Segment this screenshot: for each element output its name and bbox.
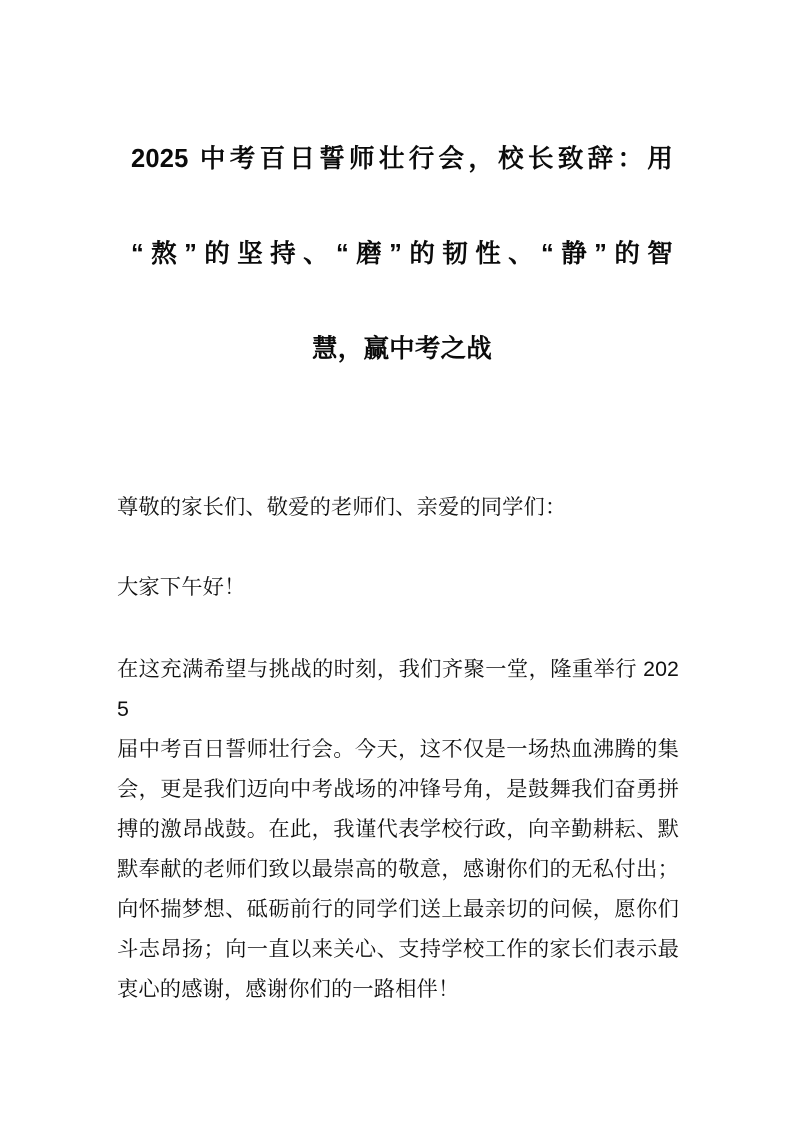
title-line-1: 2025 中考百日誓师壮行会，校长致辞：用 bbox=[131, 145, 673, 173]
title-line-3: 慧，赢中考之战 bbox=[312, 335, 492, 363]
greeting-paragraph: 大家下午好！ bbox=[117, 575, 246, 599]
body-line: 默奉献的老师们致以最崇高的敬意，感谢你们的无私付出； bbox=[117, 857, 679, 881]
body-line: 会，更是我们迈向中考战场的冲锋号角，是鼓舞我们奋勇拼 bbox=[117, 777, 679, 801]
document-body bbox=[117, 487, 679, 1009]
title-line-2: “熬”的坚持、“磨”的韧性、“静”的智 bbox=[131, 240, 673, 268]
body-line: 在这充满希望与挑战的时刻，我们齐聚一堂，隆重举行 2025 bbox=[117, 657, 679, 721]
body-line: 斗志昂扬；向一直以来关心、支持学校工作的家长们表示最 bbox=[117, 937, 679, 961]
document-content bbox=[117, 0, 679, 1009]
body-paragraph-1 bbox=[117, 649, 679, 1009]
body-line: 向怀揣梦想、砥砺前行的同学们送上最亲切的问候，愿你们 bbox=[117, 897, 679, 921]
body-line: 衷心的感谢，感谢你们的一路相伴！ bbox=[117, 977, 460, 1001]
page-title bbox=[131, 0, 673, 397]
body-line: 搏的激昂战鼓。在此，我谨代表学校行政，向辛勤耕耘、默 bbox=[117, 817, 679, 841]
body-line: 届中考百日誓师壮行会。今天，这不仅是一场热血沸腾的集 bbox=[117, 737, 679, 761]
salutation-paragraph: 尊敬的家长们、敬爱的老师们、亲爱的同学们： bbox=[117, 495, 567, 519]
